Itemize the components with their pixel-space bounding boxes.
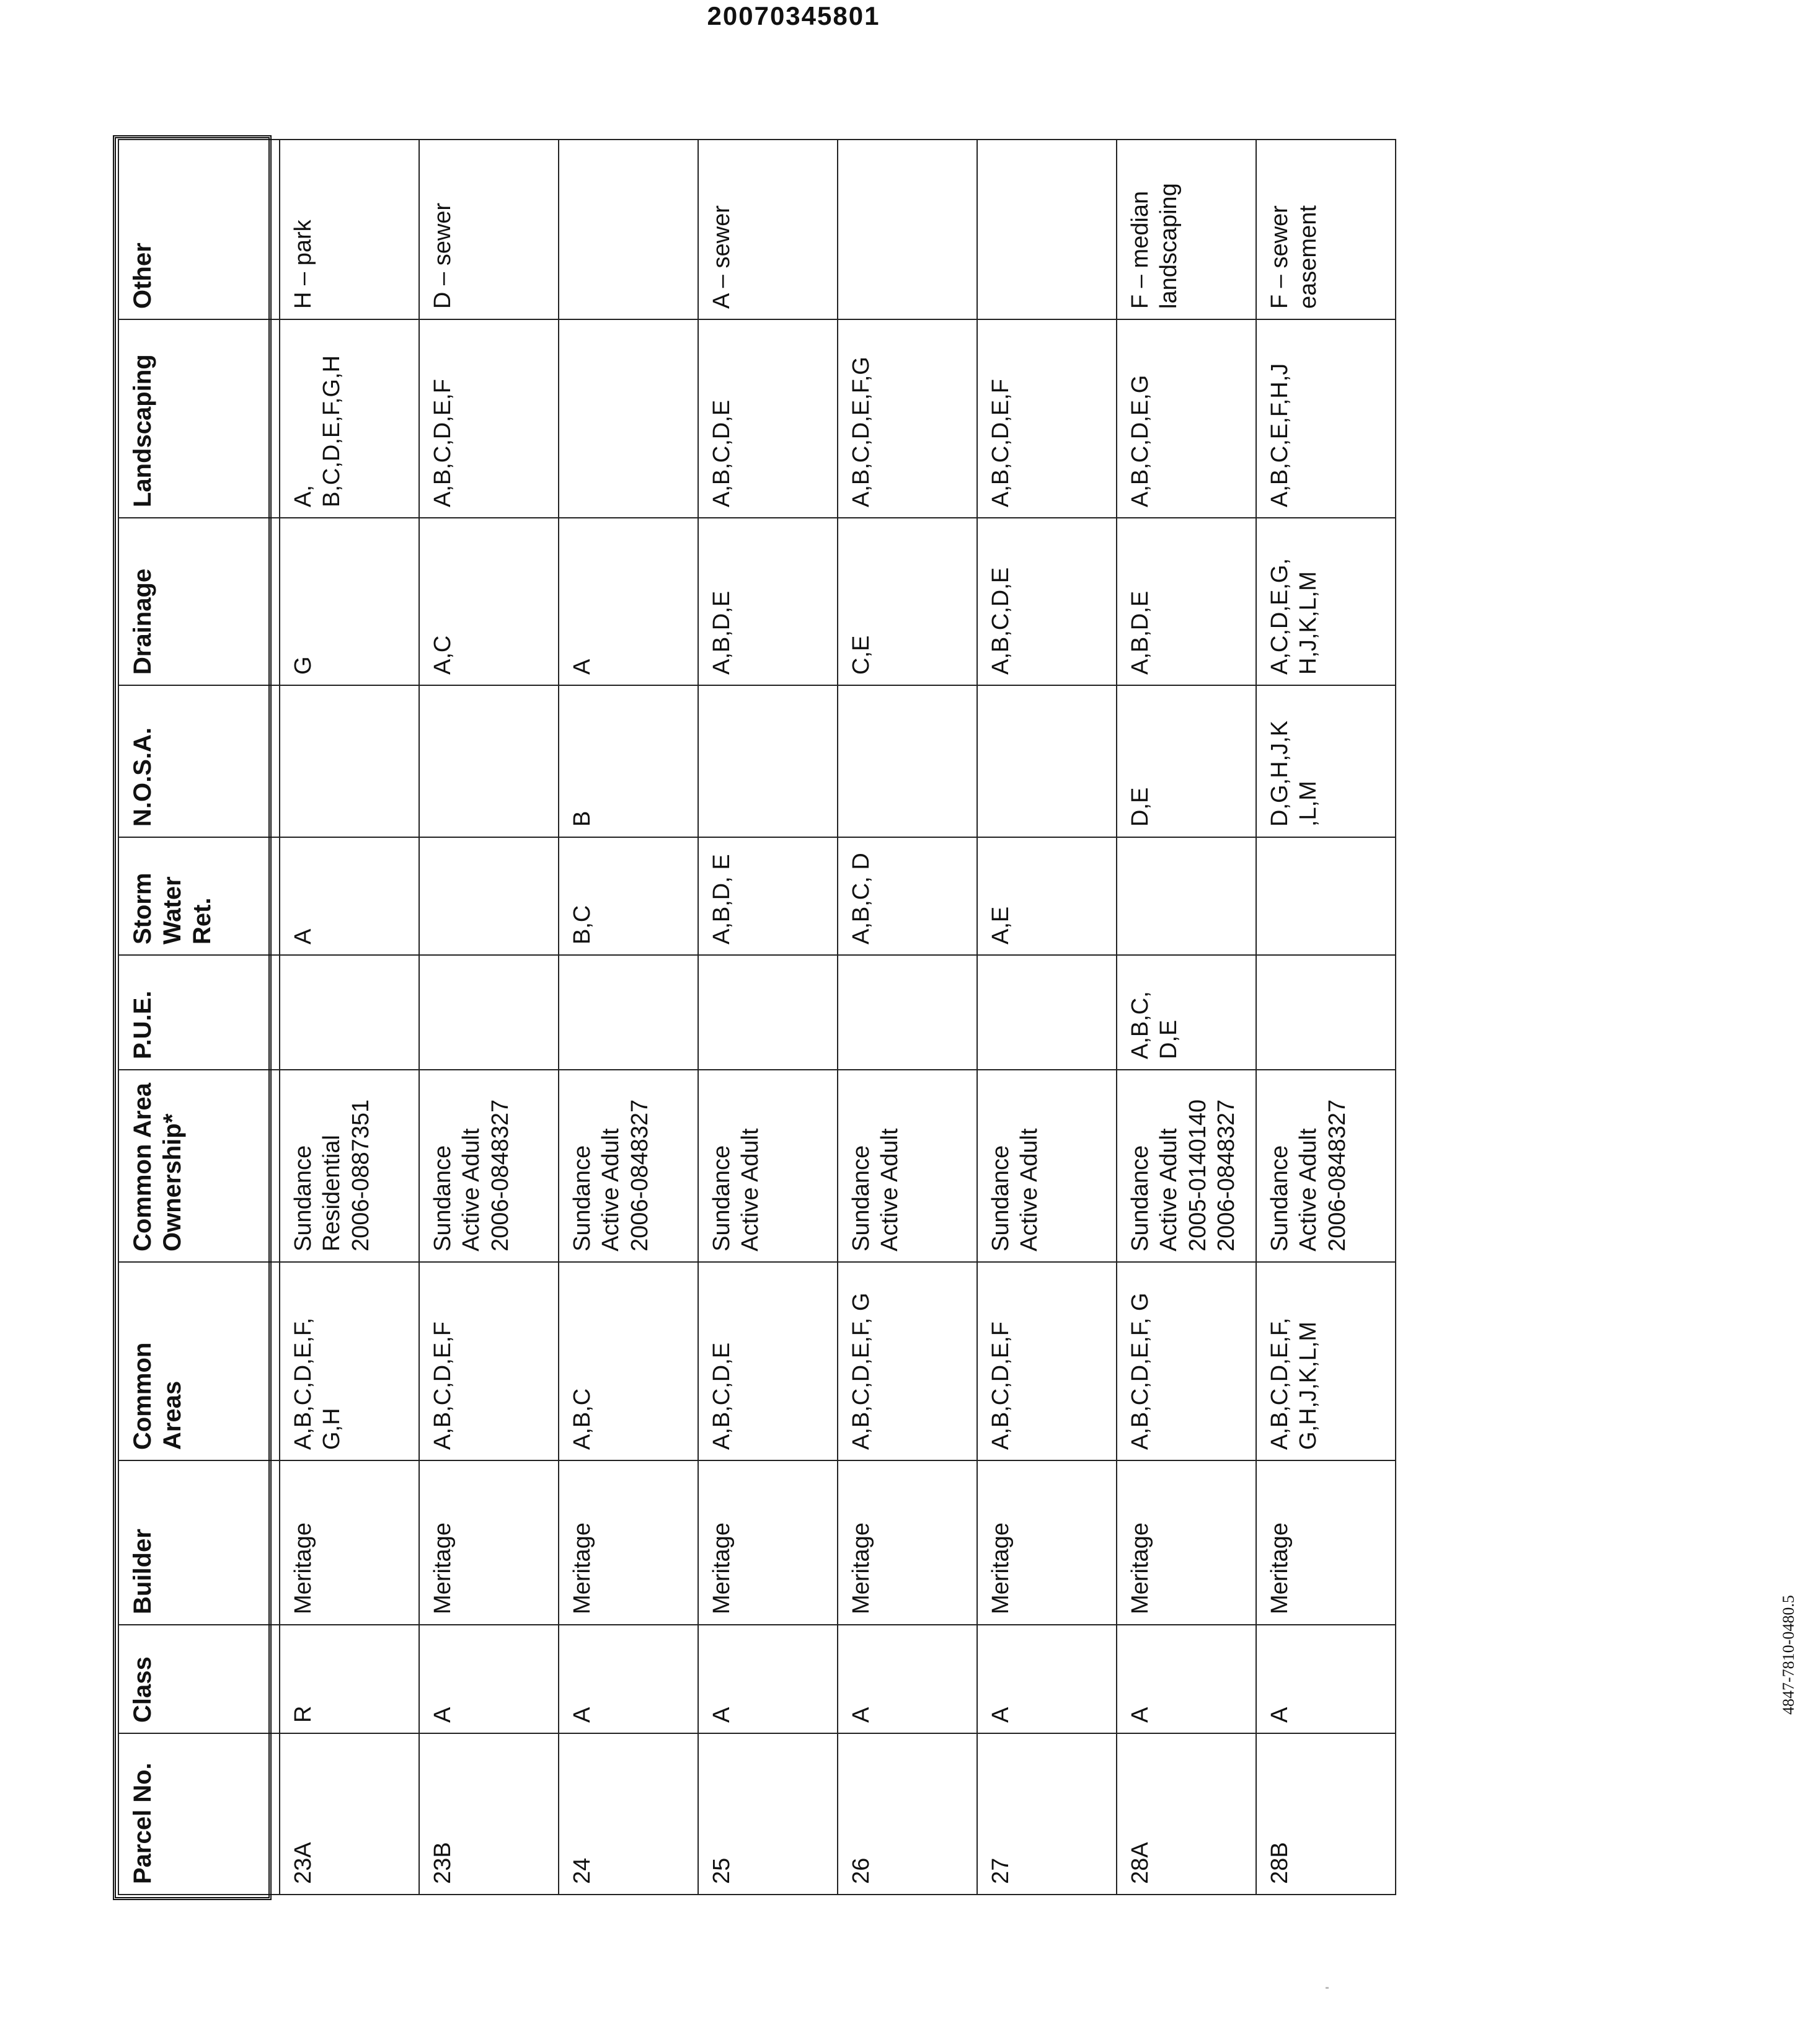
- scan-speck: [1326, 1987, 1329, 1989]
- header-class: Class: [118, 1625, 280, 1733]
- cell-class: A: [1256, 1625, 1396, 1733]
- cell-landscaping: [559, 319, 698, 518]
- cell-ownership: Sundance Active Adult 2006-0848327: [419, 1070, 559, 1262]
- cell-pue: [280, 955, 419, 1070]
- cell-drainage: A,C,D,E,G, H,J,K,L,M: [1256, 518, 1396, 685]
- cell-other: F – median landscaping: [1117, 140, 1256, 319]
- cell-pue: [838, 955, 977, 1070]
- table-row: [559, 140, 698, 1895]
- cell-common-areas: A,B,C: [559, 1262, 698, 1460]
- cell-pue: [977, 955, 1117, 1070]
- footer-document-code: 4847-7810-0480.5: [1779, 1595, 1797, 1715]
- header-nosa: N.O.S.A.: [118, 685, 280, 837]
- cell-drainage: A,B,D,E: [1117, 518, 1256, 685]
- cell-storm-water: A,E: [977, 837, 1117, 955]
- cell-storm-water: [419, 837, 559, 955]
- parcel-table: [118, 139, 1396, 1895]
- header-common-areas: Common Areas: [118, 1262, 280, 1460]
- cell-storm-water: A: [280, 837, 419, 955]
- cell-common-areas: A,B,C,D,E: [698, 1262, 838, 1460]
- cell-ownership: Sundance Active Adult: [838, 1070, 977, 1262]
- cell-common-areas: A,B,C,D,E,F, G: [838, 1262, 977, 1460]
- cell-storm-water: B,C: [559, 837, 698, 955]
- cell-landscaping: A,B,C,D,E,G: [1117, 319, 1256, 518]
- cell-storm-water: [1117, 837, 1256, 955]
- cell-common-areas: A,B,C,D,E,F, G: [1117, 1262, 1256, 1460]
- cell-landscaping: A,B,C,E,F,H,J: [1256, 319, 1396, 518]
- header-parcel-no: Parcel No.: [118, 1733, 280, 1895]
- cell-builder: Meritage: [419, 1460, 559, 1625]
- cell-drainage: A: [559, 518, 698, 685]
- cell-ownership: Sundance Residential 2006-0887351: [280, 1070, 419, 1262]
- cell-class: A: [977, 1625, 1117, 1733]
- cell-nosa: [838, 685, 977, 837]
- cell-ownership: Sundance Active Adult 2006-0848327: [559, 1070, 698, 1262]
- cell-builder: Meritage: [977, 1460, 1117, 1625]
- header-landscaping: Landscaping: [118, 319, 280, 518]
- cell-builder: Meritage: [838, 1460, 977, 1625]
- cell-nosa: D,G,H,J,K ,L,M: [1256, 685, 1396, 837]
- cell-other: F – sewer easement: [1256, 140, 1396, 319]
- table-row: [1117, 140, 1256, 1895]
- cell-parcel-no: 26: [838, 1733, 977, 1895]
- cell-class: R: [280, 1625, 419, 1733]
- table-row: [280, 140, 419, 1895]
- table-row: [1256, 140, 1396, 1895]
- table-row: [419, 140, 559, 1895]
- cell-parcel-no: 24: [559, 1733, 698, 1895]
- header-row: [118, 140, 280, 1895]
- cell-drainage: A,B,D,E: [698, 518, 838, 685]
- cell-parcel-no: 23B: [419, 1733, 559, 1895]
- header-builder: Builder: [118, 1460, 280, 1625]
- document-number: 20070345801: [707, 1, 880, 30]
- cell-landscaping: A,B,C,D,E,F,G: [838, 319, 977, 518]
- cell-common-areas: A,B,C,D,E,F, G,H,J,K,L,M: [1256, 1262, 1396, 1460]
- cell-pue: [698, 955, 838, 1070]
- parcel-table-container: [118, 140, 1352, 1895]
- cell-parcel-no: 23A: [280, 1733, 419, 1895]
- cell-nosa: B: [559, 685, 698, 837]
- cell-other: [559, 140, 698, 319]
- cell-storm-water: A,B,D, E: [698, 837, 838, 955]
- table-row: [838, 140, 977, 1895]
- cell-builder: Meritage: [1117, 1460, 1256, 1625]
- cell-other: A – sewer: [698, 140, 838, 319]
- cell-drainage: A,C: [419, 518, 559, 685]
- cell-nosa: [698, 685, 838, 837]
- cell-ownership: Sundance Active Adult 2006-0848327: [1256, 1070, 1396, 1262]
- cell-common-areas: A,B,C,D,E,F: [977, 1262, 1117, 1460]
- cell-nosa: [977, 685, 1117, 837]
- cell-ownership: Sundance Active Adult: [977, 1070, 1117, 1262]
- cell-common-areas: A,B,C,D,E,F, G,H: [280, 1262, 419, 1460]
- cell-builder: Meritage: [1256, 1460, 1396, 1625]
- header-drainage: Drainage: [118, 518, 280, 685]
- cell-parcel-no: 25: [698, 1733, 838, 1895]
- cell-pue: A,B,C, D,E: [1117, 955, 1256, 1070]
- cell-ownership: Sundance Active Adult: [698, 1070, 838, 1262]
- header-common-area-ownership: Common Area Ownership*: [118, 1070, 280, 1262]
- cell-class: A: [1117, 1625, 1256, 1733]
- cell-other: [977, 140, 1117, 319]
- table-row: [977, 140, 1117, 1895]
- header-storm-water-ret: Storm Water Ret.: [118, 837, 280, 955]
- cell-pue: [419, 955, 559, 1070]
- cell-parcel-no: 27: [977, 1733, 1117, 1895]
- cell-pue: [1256, 955, 1396, 1070]
- cell-pue: [559, 955, 698, 1070]
- cell-drainage: C,E: [838, 518, 977, 685]
- cell-builder: Meritage: [698, 1460, 838, 1625]
- cell-nosa: [280, 685, 419, 837]
- cell-ownership: Sundance Active Adult 2005-0140140 2006-0848327: [1117, 1070, 1256, 1262]
- cell-class: A: [559, 1625, 698, 1733]
- cell-nosa: [419, 685, 559, 837]
- cell-landscaping: A, B,C,D,E,F,G,H: [280, 319, 419, 518]
- table-row: [698, 140, 838, 1895]
- cell-parcel-no: 28B: [1256, 1733, 1396, 1895]
- cell-drainage: G: [280, 518, 419, 685]
- header-pue: P.U.E.: [118, 955, 280, 1070]
- cell-other: [838, 140, 977, 319]
- cell-landscaping: A,B,C,D,E,F: [419, 319, 559, 518]
- cell-parcel-no: 28A: [1117, 1733, 1256, 1895]
- cell-class: A: [698, 1625, 838, 1733]
- header-other: Other: [118, 140, 280, 319]
- cell-builder: Meritage: [280, 1460, 419, 1625]
- cell-storm-water: [1256, 837, 1396, 955]
- cell-storm-water: A,B,C, D: [838, 837, 977, 955]
- cell-builder: Meritage: [559, 1460, 698, 1625]
- cell-landscaping: A,B,C,D,E: [698, 319, 838, 518]
- cell-common-areas: A,B,C,D,E,F: [419, 1262, 559, 1460]
- cell-class: A: [419, 1625, 559, 1733]
- cell-class: A: [838, 1625, 977, 1733]
- cell-landscaping: A,B,C,D,E,F: [977, 319, 1117, 518]
- cell-drainage: A,B,C,D,E: [977, 518, 1117, 685]
- cell-other: D – sewer: [419, 140, 559, 319]
- cell-nosa: D,E: [1117, 685, 1256, 837]
- cell-other: H – park: [280, 140, 419, 319]
